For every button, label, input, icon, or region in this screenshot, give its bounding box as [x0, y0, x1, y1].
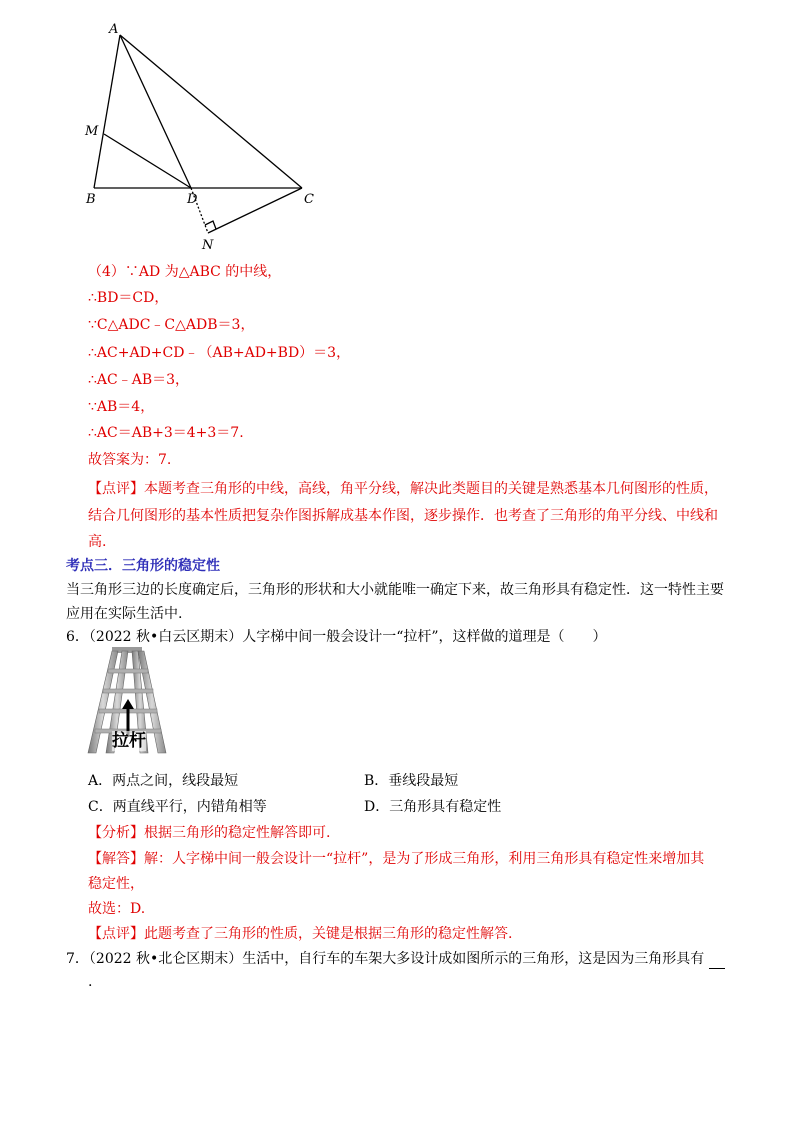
side-ac	[120, 35, 302, 188]
q6-analysis-tag: 【分析】	[88, 825, 144, 841]
q7-stem-line	[66, 949, 725, 969]
q6-comment-text: 此题考查了三角形的性质，关键是根据三角形的稳定性解答.	[144, 926, 513, 942]
comment-line-3: 高.	[88, 534, 107, 550]
ladder-caption: 拉杆	[112, 731, 146, 751]
q7-answer-blank[interactable]	[709, 954, 725, 969]
triangle-diagram	[80, 20, 330, 260]
solution-line-4: ∴AC+AD+CD﹣（AB+AD+BD）＝3，	[88, 345, 351, 361]
q7-stem: 7．（2022 秋•北仑区期末）生活中，自行车的车架大多设计成如图所示的三角形，这是因为三角形具有	[66, 951, 705, 967]
solution-line-7: ∴AC＝AB+3＝4+3＝7.	[88, 425, 244, 441]
solution-line-2: ∴BD＝CD，	[88, 290, 169, 306]
label-d: D	[187, 192, 198, 207]
q7-tail: .	[88, 974, 93, 990]
comment-line-1	[88, 479, 718, 499]
q6-answer-line-2: 稳定性，	[88, 876, 144, 892]
triangle-figure	[80, 20, 330, 260]
comment-tag: 【点评】	[88, 481, 144, 497]
q6-option-a[interactable]: A．两点之间，线段最短	[88, 773, 239, 789]
q6-analysis-line	[88, 823, 330, 843]
solution-line-3: ∵C△ADC﹣C△ADB＝3，	[88, 317, 255, 333]
solution-line-1: （4）∵AD 为△ABC 的中线，	[88, 264, 282, 280]
label-m: M	[85, 124, 99, 139]
label-n: N	[202, 238, 214, 253]
solution-line-5: ∴AC﹣AB＝3，	[88, 372, 190, 388]
q6-stem: 6．（2022 秋•白云区期末）人字梯中间一般会设计一“拉杆”，这样做的道理是（ ）	[66, 629, 607, 645]
solution-line-6: ∵AB＝4，	[88, 399, 155, 415]
q6-comment-line	[88, 924, 512, 944]
label-b: B	[86, 192, 96, 207]
q6-option-d[interactable]: D．三角形具有稳定性	[364, 799, 502, 815]
q6-analysis-text: 根据三角形的稳定性解答即可.	[144, 825, 331, 841]
label-a: A	[109, 22, 119, 37]
comment-text-1: 本题考查三角形的中线，高线，角平分线，解决此类题目的关键是熟悉基本几何图形的性质，	[144, 481, 718, 497]
segment-nc	[208, 188, 302, 233]
q6-answer-tag: 【解答】	[88, 851, 144, 867]
q6-comment-tag: 【点评】	[88, 926, 144, 942]
median-ad	[120, 35, 191, 188]
side-ab	[94, 35, 120, 188]
q6-answer-line-1	[88, 849, 704, 869]
ladder-image	[86, 645, 168, 757]
q6-option-b[interactable]: B．垂线段最短	[364, 773, 459, 789]
q6-choice-line: 故选：D.	[88, 901, 146, 917]
q6-option-c[interactable]: C．两直线平行，内错角相等	[88, 799, 267, 815]
right-angle-mark	[205, 221, 216, 229]
section-heading: 考点三．三角形的稳定性	[66, 558, 220, 574]
comment-line-2: 结合几何图形的基本性质把复杂作图拆解成基本作图，逐步操作．也考查了三角形的角平分线、中线和	[88, 508, 718, 524]
section-body-2: 应用在实际生活中.	[66, 606, 183, 622]
q6-answer-text-1: 解：人字梯中间一般会设计一“拉杆”，是为了形成三角形，利用三角形具有稳定性来增加其	[144, 851, 705, 867]
answer-line: 故答案为：7.	[88, 452, 172, 468]
section-body-1: 当三角形三边的长度确定后，三角形的形状和大小就能唯一确定下来，故三角形具有稳定性．这一特性主要	[66, 582, 724, 598]
label-c: C	[304, 192, 314, 207]
